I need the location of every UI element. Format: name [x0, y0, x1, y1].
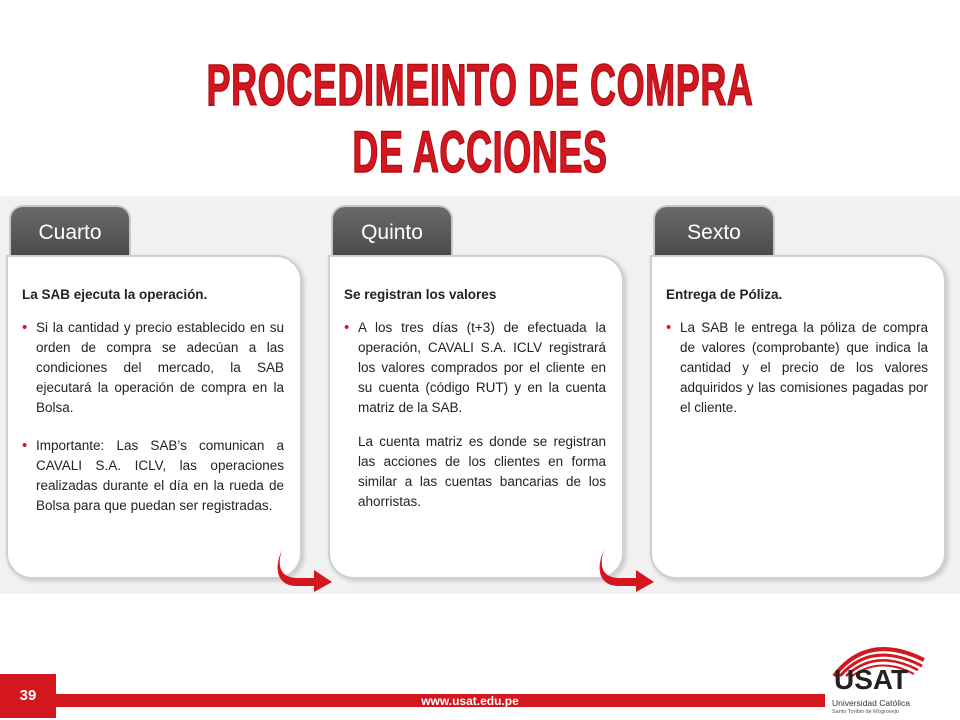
step-tab-sexto: Sexto [653, 205, 775, 261]
step-heading: La SAB ejecuta la operación. [22, 287, 208, 302]
step-bullet-list [344, 318, 606, 418]
curved-arrow-icon [274, 548, 336, 592]
step-body-cuarto [6, 255, 302, 579]
step-heading: Entrega de Póliza. [666, 287, 783, 302]
step-bullet: • A los tres días (t+3) de efectuada la operación, CAVALI S.A. ICLV registrará los valores comprados por el cliente en su cuenta (código RUT) y en la cuenta matriz de la SAB. [344, 318, 606, 418]
step-card-cuarto [6, 205, 304, 581]
logo-wordmark: USAT [834, 664, 909, 695]
step-bullet: • La SAB le entrega la póliza de compra de valores (comprobante) que indica la cantidad y el precio de los valores adquiridos y las comisiones pagadas por el cliente. [666, 318, 928, 418]
step-body-quinto [328, 255, 624, 579]
logo-university: Universidad Católica [832, 698, 910, 708]
step-card-quinto [328, 205, 626, 581]
step-note: La cuenta matriz es donde se registran las acciones de los clientes en forma similar a las cuentas bancarias de los ahorristas. [358, 434, 606, 509]
step-bullet-list [666, 318, 928, 418]
step-bullet: • Si la cantidad y precio establecido en su orden de compra se adecúan a las condiciones del mercado, la SAB ejecutará la operación de compra en la Bolsa. [22, 318, 284, 418]
page-number: 39 [0, 674, 56, 718]
slide-title: PROCEDIMEINTO DE COMPRA DE ACCIONES [206, 53, 754, 185]
step-heading: Se registran los valores [344, 287, 497, 302]
step-bullet: • Importante: Las SAB’s comunican a CAVALI S.A. ICLV, las operaciones realizadas durante el día en la rueda de Bolsa para que puedan ser registradas. [22, 436, 284, 516]
step-tab-cuarto: Cuarto [9, 205, 131, 261]
usat-logo [828, 638, 956, 720]
footer-url[interactable]: www.usat.edu.pe [421, 694, 519, 708]
step-bullet-list [22, 318, 284, 516]
logo-subtitle: Santo Toribio de Mogrovejo [832, 709, 899, 715]
step-body-sexto [650, 255, 946, 579]
step-tab-quinto: Quinto [331, 205, 453, 261]
curved-arrow-icon [596, 548, 658, 592]
step-card-sexto [650, 205, 948, 581]
